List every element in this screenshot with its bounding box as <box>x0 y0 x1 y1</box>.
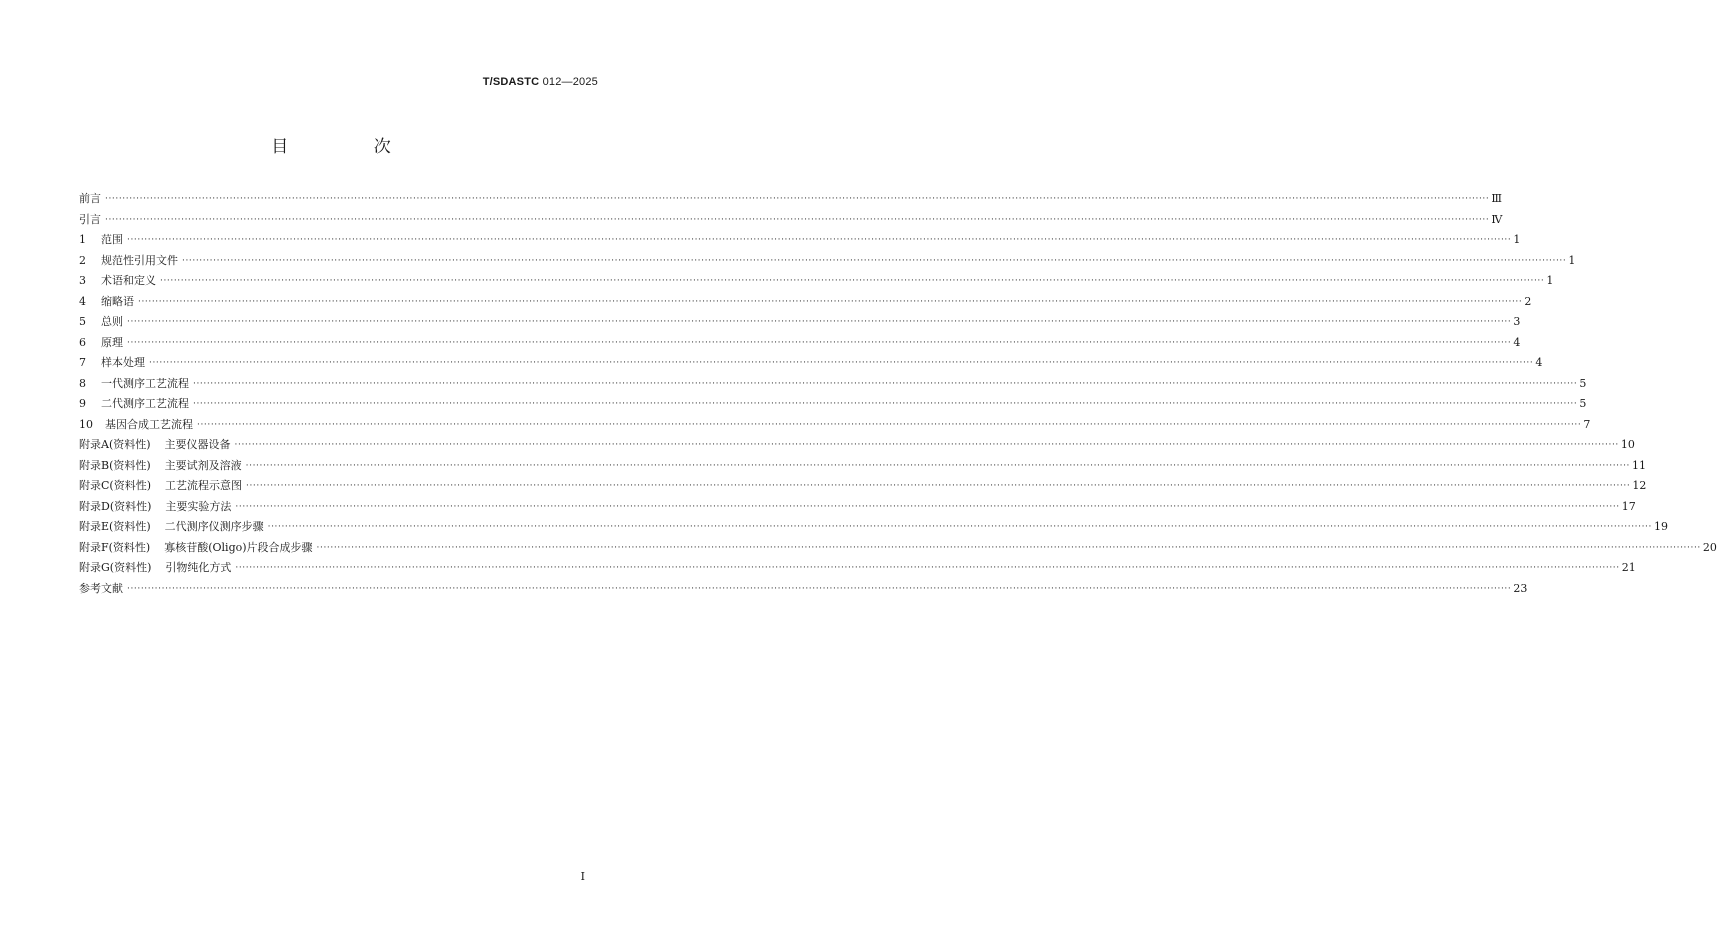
toc-entry-title: 缩略语 <box>101 294 134 308</box>
toc-page-number: 7 <box>1583 417 1591 431</box>
toc-page-number: 23 <box>1513 581 1528 595</box>
toc-dot-leader: ················································································································································································································································································································································································································ <box>160 276 1545 286</box>
toc-entry-title: 参考文献 <box>79 581 123 595</box>
toc-entry[interactable] <box>79 313 1521 334</box>
toc-dot-leader: ················································································································································································································································································································································································································ <box>316 542 1701 553</box>
toc-page-number: 11 <box>1632 458 1647 472</box>
toc-entry-title: 前言 <box>79 192 101 205</box>
toc-entry[interactable] <box>79 375 1587 396</box>
toc-entry[interactable] <box>79 539 1717 560</box>
toc-dot-leader: ················································································································································································································································································································································································································ <box>235 563 1620 573</box>
toc-dot-leader: ················································································································································································································································································································································································································ <box>127 337 1512 348</box>
toc-entry[interactable] <box>79 518 1668 539</box>
toc-entry-title: 一代测序工艺流程 <box>101 376 189 390</box>
toc-page-number: 3 <box>1513 315 1521 328</box>
toc-dot-leader: ················································································································································································································································································································································································································ <box>138 296 1523 307</box>
toc-dot-leader: ················································································································································································································································································································································································································ <box>197 419 1582 430</box>
toc-page-number: 1 <box>1513 233 1521 246</box>
standard-prefix: T/SDASTC <box>482 76 540 88</box>
toc-dot-leader: ················································································································································································································································································································································································································ <box>127 583 1512 594</box>
toc-entry[interactable] <box>79 416 1591 437</box>
toc-section-number: 9 <box>79 397 86 410</box>
toc-entry-title: 样本处理 <box>101 356 145 369</box>
toc-entry[interactable] <box>79 395 1587 416</box>
toc-entry-title: 基因合成工艺流程 <box>105 417 193 431</box>
toc-entry[interactable] <box>79 231 1521 252</box>
toc-entry-title: 总则 <box>101 315 123 328</box>
toc-page-number: 19 <box>1653 520 1668 533</box>
toc-page-number: 1 <box>1568 253 1576 267</box>
toc-section-number: 3 <box>79 274 86 287</box>
page-title: 目 次 <box>271 137 431 157</box>
toc-page-number: Ⅲ <box>1491 192 1502 205</box>
toc-entry[interactable] <box>79 354 1543 375</box>
toc-entry[interactable] <box>79 252 1576 273</box>
toc-dot-leader: ················································································································································································································································································································································································································ <box>105 194 1490 204</box>
toc-entry-title: 范围 <box>101 233 123 246</box>
toc-appendix-label: 附录A(资料性) <box>79 438 151 451</box>
toc-page-number: 5 <box>1579 376 1587 390</box>
toc-entry-title: 规范性引用文件 <box>101 253 178 267</box>
table-of-contents <box>79 190 1717 600</box>
toc-section-number: 7 <box>79 356 86 369</box>
toc-dot-leader: ················································································································································································································································································································································································································ <box>246 481 1631 491</box>
toc-entry[interactable] <box>79 559 1636 580</box>
toc-dot-leader: ················································································································································································································································································································································································································ <box>127 317 1512 327</box>
toc-section-number: 2 <box>79 253 86 267</box>
toc-page-number: 1 <box>1546 274 1554 287</box>
toc-dot-leader: ················································································································································································································································································································································································································ <box>235 501 1620 512</box>
toc-appendix-label: 附录G(资料性) <box>79 561 152 574</box>
toc-appendix-label: 附录E(资料性) <box>79 520 151 533</box>
toc-section-number: 8 <box>79 376 86 390</box>
toc-page-number: 17 <box>1621 499 1636 513</box>
toc-entry-title: 二代测序仪测序步骤 <box>164 520 264 533</box>
toc-section-number: 1 <box>79 233 86 246</box>
toc-appendix-label: 附录C(资料性) <box>79 479 151 492</box>
toc-page-number: 4 <box>1513 335 1521 349</box>
toc-section-number: 6 <box>79 335 86 349</box>
toc-page-number: 20 <box>1702 540 1717 554</box>
toc-entry-title: 二代测序工艺流程 <box>101 397 189 410</box>
toc-page-number: 2 <box>1524 294 1532 308</box>
toc-entry[interactable] <box>79 498 1636 519</box>
toc-appendix-label: 附录D(资料性) <box>79 499 152 513</box>
toc-dot-leader: ················································································································································································································································································································································································································ <box>193 378 1578 389</box>
toc-appendix-label: 附录F(资料性) <box>79 540 151 554</box>
toc-dot-leader: ················································································································································································································································································································································································································ <box>105 214 1490 225</box>
toc-entry-title: 主要实验方法 <box>165 499 232 513</box>
toc-entry[interactable] <box>79 477 1647 498</box>
toc-dot-leader: ················································································································································································································································································································································································································ <box>149 358 1534 368</box>
toc-section-number: 5 <box>79 315 86 328</box>
toc-entry-title: 主要仪器设备 <box>164 438 231 451</box>
toc-entry[interactable] <box>79 211 1503 232</box>
toc-entry[interactable] <box>79 457 1647 478</box>
toc-dot-leader: ················································································································································································································································································································································································································ <box>127 235 1512 245</box>
toc-page-number: 10 <box>1620 438 1635 451</box>
toc-dot-leader: ················································································································································································································································································································································································································ <box>245 460 1631 471</box>
toc-dot-leader: ················································································································································································································································································································································································································ <box>182 255 1567 266</box>
toc-entry[interactable] <box>79 334 1521 355</box>
standard-number: 012—2025 <box>542 76 598 88</box>
toc-entry[interactable] <box>79 272 1554 293</box>
toc-entry[interactable] <box>79 436 1635 457</box>
toc-entry-title: 工艺流程示意图 <box>165 479 242 492</box>
toc-page-number: 4 <box>1535 356 1543 369</box>
toc-dot-leader: ················································································································································································································································································································································································································ <box>193 399 1578 409</box>
page-number: Ⅰ <box>580 870 585 883</box>
toc-entry[interactable] <box>79 190 1502 211</box>
toc-dot-leader: ················································································································································································································································································································································································································ <box>234 440 1619 450</box>
toc-page-number: Ⅳ <box>1491 212 1503 226</box>
toc-entry[interactable] <box>79 580 1528 601</box>
toc-entry-title: 主要试剂及溶液 <box>164 458 242 472</box>
toc-entry-title: 寡核苷酸(Oligo)片段合成步骤 <box>164 540 313 554</box>
toc-section-number: 4 <box>79 294 86 308</box>
toc-entry-title: 引物纯化方式 <box>165 561 232 574</box>
toc-entry-title: 引言 <box>79 212 101 226</box>
toc-page-number: 12 <box>1632 479 1647 492</box>
toc-entry-title: 术语和定义 <box>101 274 156 287</box>
toc-page-number: 5 <box>1579 397 1587 410</box>
document-code <box>483 76 598 88</box>
toc-entry-title: 原理 <box>101 335 123 349</box>
toc-page-number: 21 <box>1621 561 1636 574</box>
toc-appendix-label: 附录B(资料性) <box>79 458 151 472</box>
toc-entry[interactable] <box>79 293 1532 314</box>
toc-section-number: 10 <box>79 417 93 431</box>
toc-dot-leader: ················································································································································································································································································································································································································ <box>267 522 1652 532</box>
